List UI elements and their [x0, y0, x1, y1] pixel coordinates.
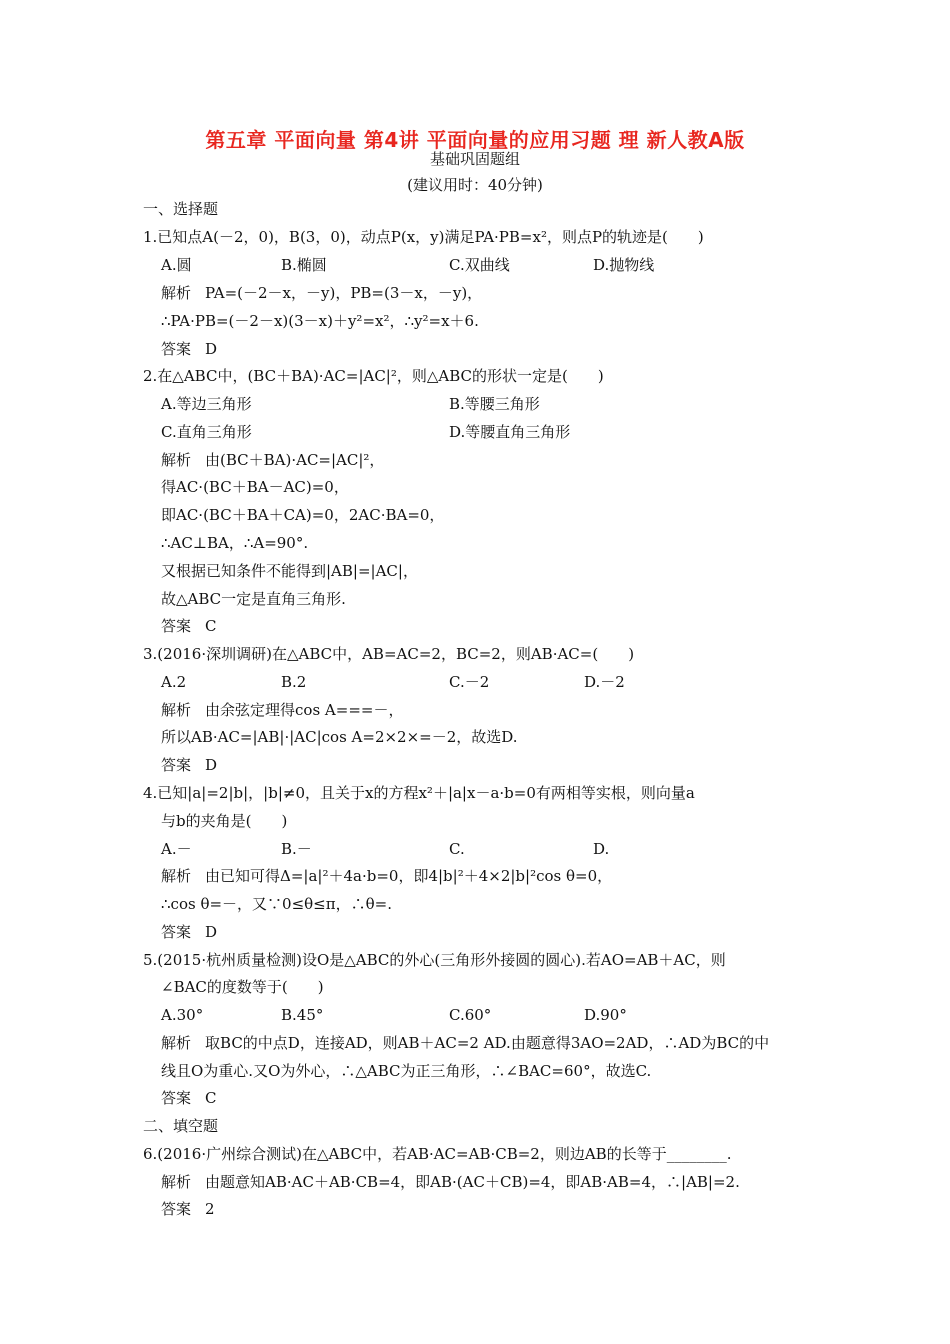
q5-analysis-line: 线且O为重心.又O为外心，∴△ABC为正三角形，∴∠BAC=60°，故选C. [161, 1062, 652, 1080]
q2-analysis-line: 即AC·(BC＋BA＋CA)=0，2AC·BA=0， [161, 506, 445, 524]
group-label: 基础巩固题组 [429, 150, 520, 168]
question-2-stem: 2.在△ABC中，(BC＋BA)·AC=|AC|²，则△ABC的形状一定是( ) [143, 367, 604, 385]
q1-answer: 答案 D [161, 340, 218, 358]
answer-label: 答案 [161, 1089, 192, 1107]
q5-option-b: B.45° [281, 1006, 324, 1024]
q2-analysis-line: 解析 由(BC＋BA)·AC=|AC|²， [161, 451, 385, 469]
q2-option-a: A.等边三角形 [161, 395, 252, 413]
q4-option-d: D. [593, 840, 610, 858]
question-3-stem: 3.(2016·深圳调研)在△ABC中，AB=AC=2，BC=2，则AB·AC=( ) [143, 645, 635, 663]
q4-analysis-line: ∴cos θ=－，又∵0≤θ≤π，∴θ=. [161, 895, 392, 913]
q6-analysis-line: 解析 由题意知AB·AC＋AB·CB=4，即AB·(AC＋CB)=4，即AB·AB=4，∴|AB|=2. [161, 1173, 740, 1191]
q3-analysis-line: 解析 由余弦定理得cos A===－， [161, 701, 404, 719]
question-6-stem: 6.(2016·广州综合测试)在△ABC中，若AB·AC=AB·CB=2，则边AB的长等于________. [143, 1145, 732, 1163]
q1-option-a: A.圆 [161, 256, 192, 274]
document-title: 第五章 平面向量 第4讲 平面向量的应用习题 理 新人教A版 [205, 128, 745, 152]
q5-option-a: A.30° [161, 1006, 204, 1024]
q2-option-d: D.等腰直角三角形 [449, 423, 571, 441]
analysis-label: 解析 [161, 701, 192, 719]
question-4-stem-cont: 与b的夹角是( ) [161, 812, 288, 830]
question-5-stem-cont: ∠BAC的度数等于( ) [161, 978, 324, 996]
section-heading: 二、填空题 [143, 1117, 219, 1135]
analysis-label: 解析 [161, 1173, 192, 1191]
q4-option-c: C. [449, 840, 465, 858]
q2-answer: 答案 C [161, 617, 217, 635]
q1-option-b: B.椭圆 [281, 256, 327, 274]
question-5-stem: 5.(2015·杭州质量检测)设O是△ABC的外心(三角形外接圆的圆心).若AO=AB＋AC，则 [143, 951, 726, 969]
q5-option-d: D.90° [584, 1006, 627, 1024]
question-1-stem: 1.已知点A(－2，0)，B(3，0)，动点P(x，y)满足PA·PB=x²，则点P的轨迹是( ) [143, 228, 704, 246]
section-heading: 一、选择题 [143, 200, 219, 218]
q3-option-c: C.－2 [449, 673, 490, 691]
q2-analysis-line: 故△ABC一定是直角三角形. [161, 590, 346, 608]
q1-option-d: D.抛物线 [593, 256, 655, 274]
answer-label: 答案 [161, 756, 192, 774]
question-4-stem: 4.已知|a|=2|b|，|b|≠0，且关于x的方程x²＋|a|x－a·b=0有两相等实根，则向量a [143, 784, 695, 802]
q3-option-a: A.2 [161, 673, 187, 691]
answer-label: 答案 [161, 923, 192, 941]
q5-option-c: C.60° [449, 1006, 492, 1024]
q4-option-a: A.－ [161, 840, 192, 858]
analysis-label: 解析 [161, 1034, 192, 1052]
q4-answer: 答案 D [161, 923, 218, 941]
analysis-label: 解析 [161, 284, 192, 302]
q2-analysis-line: ∴AC⊥BA，∴A=90°. [161, 534, 309, 552]
q5-answer: 答案 C [161, 1089, 217, 1107]
analysis-label: 解析 [161, 451, 192, 469]
q1-analysis-line: 解析 PA=(－2－x，－y)，PB=(3－x，－y)， [161, 284, 483, 302]
q2-option-b: B.等腰三角形 [449, 395, 540, 413]
answer-label: 答案 [161, 1200, 192, 1218]
answer-label: 答案 [161, 340, 192, 358]
q3-option-d: D.－2 [584, 673, 625, 691]
q3-answer: 答案 D [161, 756, 218, 774]
q5-analysis-line: 解析 取BC的中点D，连接AD，则AB＋AC=2 AD.由题意得3AO=2AD，∴AD为BC的中 [161, 1034, 770, 1052]
analysis-label: 解析 [161, 867, 192, 885]
q1-option-c: C.双曲线 [449, 256, 510, 274]
q4-option-b: B.－ [281, 840, 312, 858]
q3-option-b: B.2 [281, 673, 307, 691]
answer-label: 答案 [161, 617, 192, 635]
q2-analysis-line: 得AC·(BC＋BA－AC)=0， [161, 478, 349, 496]
time-hint: (建议用时：40分钟) [407, 176, 543, 194]
q1-analysis-line: ∴PA·PB=(－2－x)(3－x)＋y²=x²，∴y²=x＋6. [161, 312, 479, 330]
q2-analysis-line: 又根据已知条件不能得到|AB|=|AC|， [161, 562, 418, 580]
q2-option-c: C.直角三角形 [161, 423, 252, 441]
q4-analysis-line: 解析 由已知可得Δ=|a|²＋4a·b=0，即4|b|²＋4×2|b|²cos θ=0， [161, 867, 613, 885]
q3-analysis-line: 所以AB·AC=|AB|·|AC|cos A=2×2×=－2，故选D. [161, 728, 518, 746]
q6-answer: 答案 2 [161, 1200, 215, 1218]
